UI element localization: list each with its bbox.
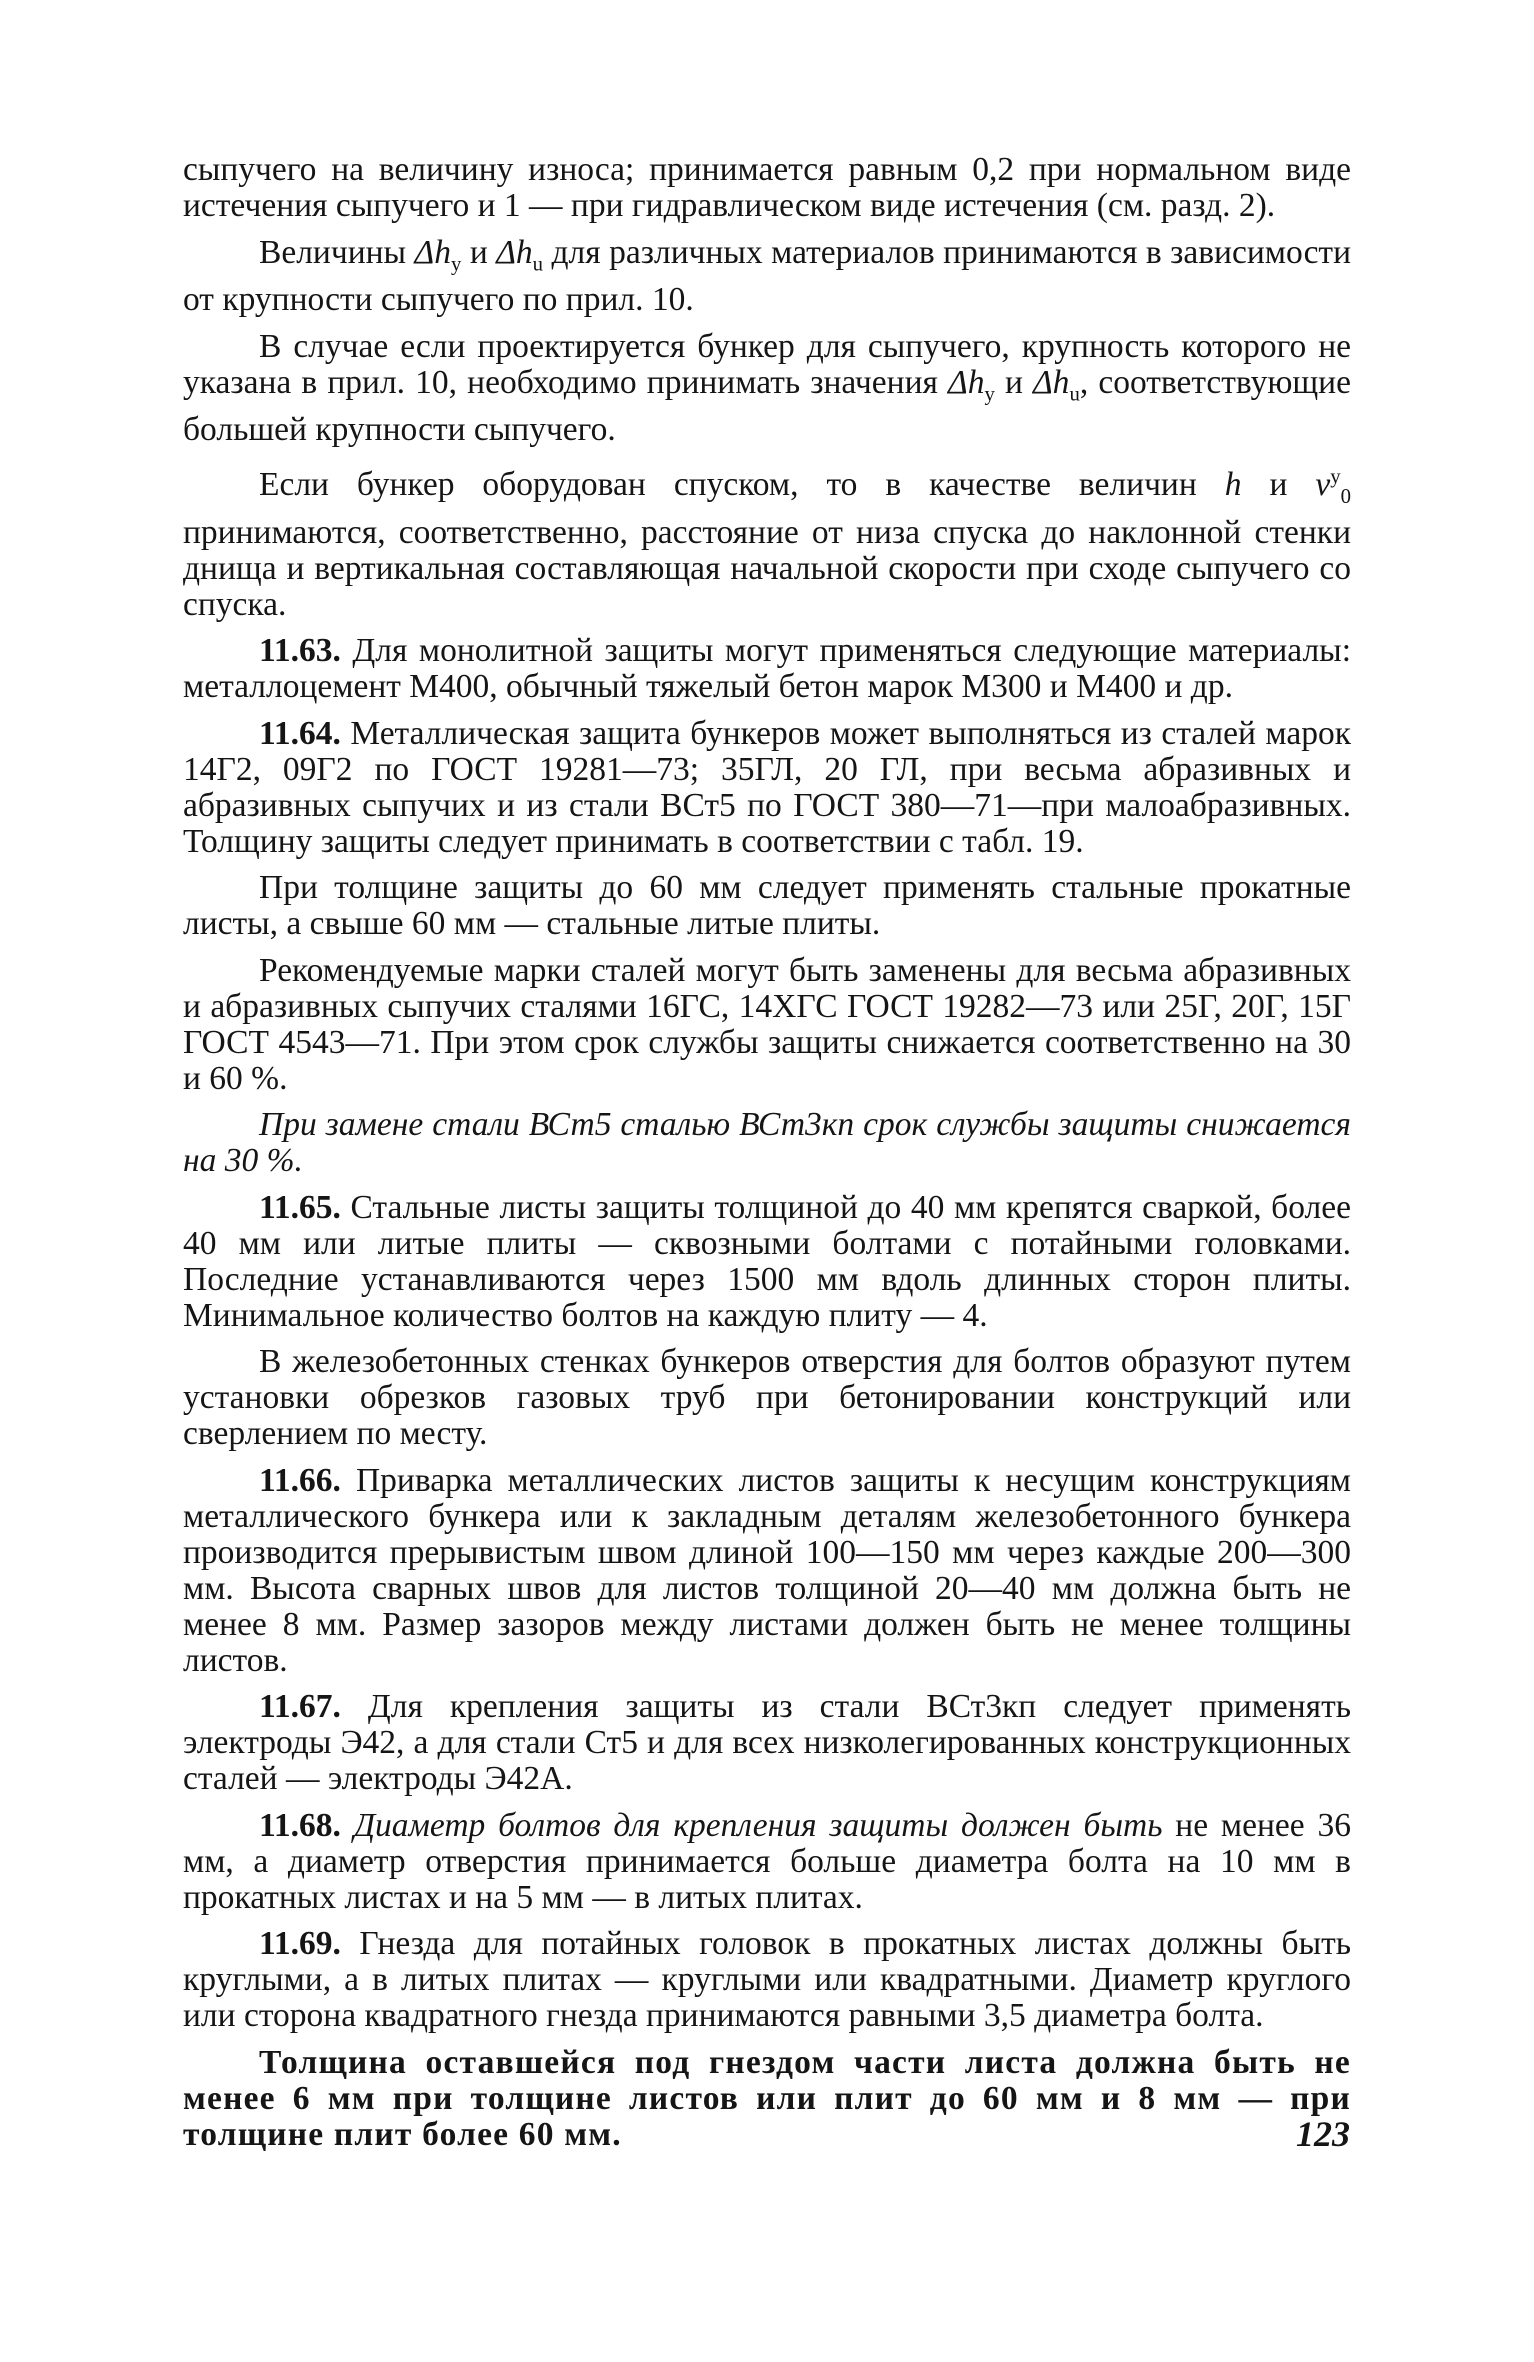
text-run: Δh: [496, 233, 533, 271]
text-run: Если бункер оборудован спуском, то в качестве величин: [259, 466, 1225, 504]
text-run: и: [1241, 466, 1316, 504]
text-run: h: [1224, 466, 1242, 504]
text-run: y: [984, 382, 995, 406]
body-text: [183, 152, 1351, 2163]
text-run: Стальные листы защиты толщиной до 40 мм крепятся сваркой, более 40 мм или литые плиты — сквозными болтами с потайными головками. Последние устанавливаются через 1500 мм вдоль длинных сторон плиты. Минимальное количество болтов на каждую плиту — 4.: [183, 1188, 1351, 1334]
text-run: u: [1069, 382, 1080, 406]
section-11-64: [183, 716, 1351, 860]
text-run: 0: [1340, 484, 1351, 508]
clause-number: 11.69.: [259, 1925, 341, 1963]
text-run: y: [1330, 464, 1341, 488]
text-run: Δh: [414, 233, 451, 271]
section-11-67: [183, 1689, 1351, 1797]
text-run: В железобетонных стенках бункеров отверстия для болтов образуют путем установки обрезков газовых труб при бетонировании конструкций или сверлением по месту.: [183, 1343, 1351, 1453]
paragraph: [183, 2045, 1351, 2153]
paragraph: [183, 1344, 1351, 1452]
text-run: v: [1315, 466, 1331, 504]
text-run: Величины: [259, 233, 415, 271]
text-run: Диаметр болтов для крепления защиты должен быть: [340, 1806, 1163, 1844]
paragraph: [183, 953, 1351, 1097]
section-11-69: [183, 1926, 1351, 2034]
text-run: Металлическая защита бункеров может выполняться из сталей марок 14Г2, 09Г2 по ГОСТ 19281—73; 35ГЛ, 20 ГЛ, при весьма абразивных и абразивных сыпучих и из стали ВСт5 по ГОСТ 380—71—при малоабразивных. Толщину защиты следует принимать в соответствии с табл. 19.: [183, 714, 1351, 860]
text-run: и: [461, 233, 497, 271]
section-11-65: [183, 1190, 1351, 1334]
text-run: и: [994, 363, 1034, 401]
text-run: , соответствующие большей крупности сыпучего.: [183, 363, 1351, 449]
text-run: Δh: [1033, 363, 1070, 401]
clause-number: 11.66.: [259, 1461, 341, 1499]
clause-number: 11.68.: [259, 1806, 341, 1844]
text-run: Толщина оставшейся под гнездом части листа должна быть не менее 6 мм при толщине листов или плит до 60 мм и 8 мм — при толщине плит более 60 мм.: [183, 2043, 1351, 2153]
text-run: принимаются, соответственно, расстояние от низа спуска до наклонной стенки днища и вертикальная составляющая начальной скорости при сходе сыпучего со спуска.: [183, 513, 1351, 623]
paragraph: [183, 870, 1351, 942]
text-run: Для монолитной защиты могут применяться следующие материалы: металлоцемент М400, обычный тяжелый бетон марок М300 и М400 и др.: [183, 632, 1351, 706]
text-run: Гнезда для потайных головок в прокатных листах должны быть круглыми, а в литых плитах — круглыми или квадратными. Диаметр круглого или сторона квадратного гнезда принимаются равными 3,5 диаметра болта.: [183, 1925, 1351, 2035]
paragraph: [183, 235, 1351, 319]
clause-number: 11.64.: [259, 714, 341, 752]
text-run: u: [532, 252, 544, 276]
text-run: Для крепления защиты из стали ВСт3кп следует применять электроды Э42, а для стали Ст5 и для всех низколегированных конструкционных сталей — электроды Э42А.: [183, 1688, 1351, 1798]
text-run: Рекомендуемые марки сталей могут быть заменены для весьма абразивных и абразивных сыпучих сталями 16ГС, 14ХГС ГОСТ 19282—73 или 25Г, 20Г, 15Г ГОСТ 4543—71. При этом срок службы защиты снижается соответственно на 30 и 60 %.: [183, 951, 1351, 1097]
clause-number: 11.63.: [259, 632, 341, 670]
text-run: При толщине защиты до 60 мм следует применять стальные прокатные листы, а свыше 60 мм — стальные литые плиты.: [183, 869, 1351, 943]
section-11-63: [183, 633, 1351, 705]
paragraph: [183, 459, 1351, 623]
section-11-66: [183, 1463, 1351, 1679]
text-run: Приварка металлических листов защиты к несущим конструкциям металлического бункера или к закладным деталям железобетонного бункера производится прерывистым швом длиной 100—150 мм через каждые 200—300 мм. Высота сварных швов для листов толщиной 20—40 мм должна быть не менее 8 мм. Размер зазоров между листами должен быть не менее толщины листов.: [183, 1461, 1351, 1679]
text-run: не менее 36 мм, а диаметр отверстия принимается больше диаметра болта на 10 мм в прокатных листах и на 5 мм — в литых плитах.: [183, 1806, 1351, 1916]
text-run: В случае если проектируется бункер для сыпучего, крупность которого не указана в прил. 10, необходимо принимать значения: [183, 327, 1351, 401]
paragraph: [183, 1107, 1351, 1179]
paragraph: [183, 329, 1351, 449]
paragraph: [183, 152, 1351, 224]
text-run: y: [450, 252, 462, 276]
text-run: сыпучего на величину износа; принимается равным 0,2 при нормальном виде истечения сыпучего и 1 — при гидравлическом виде истечения (см. разд. 2).: [183, 151, 1351, 224]
clause-number: 11.65.: [259, 1188, 341, 1226]
text-run: Δh: [948, 363, 985, 401]
text-run: При замене стали ВСт5 сталью ВСт3кп срок службы защиты снижается на 30 %.: [183, 1106, 1351, 1180]
text-run: для различных материалов принимаются в зависимости от крупности сыпучего по прил. 10.: [183, 233, 1352, 319]
clause-number: 11.67.: [259, 1688, 341, 1726]
section-11-68: [183, 1808, 1351, 1916]
page-number: 123: [1296, 2114, 1350, 2154]
